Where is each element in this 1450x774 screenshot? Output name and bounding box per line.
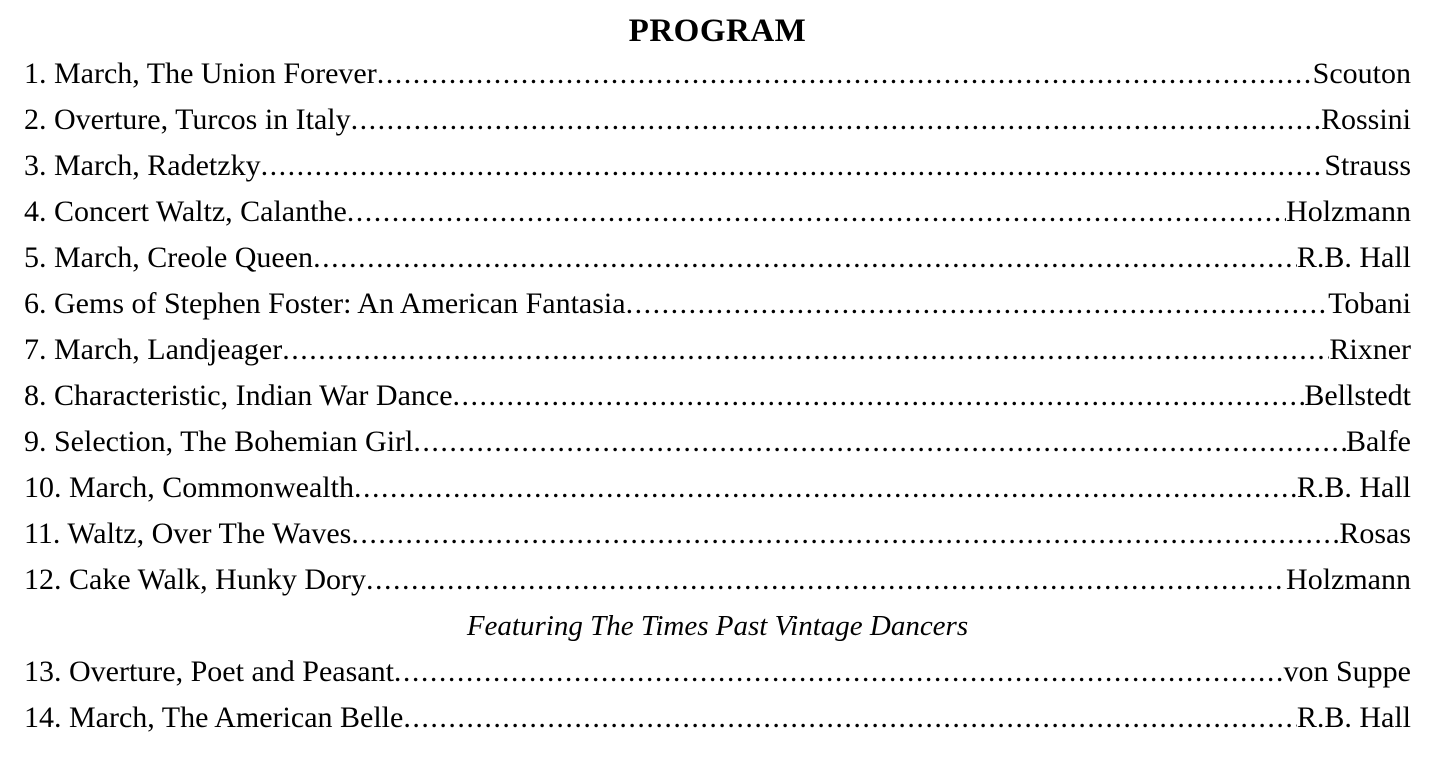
composer-name: Balfe [1346, 425, 1411, 458]
item-number: 4. [24, 195, 47, 228]
piece-title: Concert Waltz, Calanthe [54, 195, 347, 228]
program-piece [24, 649, 394, 695]
piece-title: March, Radetzky [54, 149, 261, 182]
program-item [24, 373, 1411, 419]
program-piece [24, 143, 261, 189]
program-sheet [24, 0, 1411, 741]
item-number: 8. [24, 379, 47, 412]
composer-name: Rixner [1329, 333, 1411, 366]
composer-name: R.B. Hall [1296, 701, 1411, 734]
composer-name: R.B. Hall [1296, 471, 1411, 504]
item-number: 3. [24, 149, 47, 182]
piece-title: Gems of Stephen Foster: An American Fantasia [54, 287, 626, 320]
composer-name: von Suppe [1283, 655, 1411, 688]
piece-title: Cake Walk, Hunky Dory [69, 563, 366, 596]
composer-name: Tobani [1328, 287, 1411, 320]
composer-name: Scouton [1312, 57, 1411, 90]
program-list-part1 [24, 51, 1411, 603]
piece-title: March, Landjeager [54, 333, 283, 366]
item-number: 1. [24, 57, 47, 90]
program-piece [24, 327, 282, 373]
dot-leader [354, 465, 1297, 511]
program-item [24, 97, 1411, 143]
dot-leader [351, 97, 1321, 143]
program-item [24, 51, 1411, 97]
composer-name: Holzmann [1286, 195, 1411, 228]
program-list-part2 [24, 649, 1411, 741]
program-piece [24, 419, 413, 465]
program-item [24, 143, 1411, 189]
item-number: 12. [24, 563, 62, 596]
dot-leader [403, 695, 1297, 741]
program-piece [24, 189, 347, 235]
dot-leader [626, 281, 1329, 327]
item-number: 9. [24, 425, 47, 458]
dot-leader [313, 235, 1297, 281]
program-item [24, 235, 1411, 281]
composer-name: Rossini [1320, 103, 1411, 136]
program-piece [24, 97, 351, 143]
program-item [24, 465, 1411, 511]
program-item [24, 557, 1411, 603]
program-piece [24, 235, 313, 281]
dot-leader [261, 143, 1325, 189]
composer-name: Strauss [1324, 149, 1411, 182]
item-number: 7. [24, 333, 47, 366]
composer-name: Holzmann [1286, 563, 1411, 596]
program-item [24, 327, 1411, 373]
item-number: 11. [24, 517, 61, 550]
item-number: 2. [24, 103, 47, 136]
piece-title: March, Commonwealth [69, 471, 354, 504]
feature-note: Featuring The Times Past Vintage Dancers [466, 610, 969, 642]
item-number: 13. [24, 655, 62, 688]
program-piece [24, 695, 403, 741]
piece-title: March, The American Belle [69, 701, 404, 734]
dot-leader [282, 327, 1329, 373]
dot-leader [377, 51, 1313, 97]
item-number: 10. [24, 471, 62, 504]
piece-title: March, The Union Forever [54, 57, 377, 90]
composer-name: Bellstedt [1304, 379, 1411, 412]
piece-title: Selection, The Bohemian Girl [54, 425, 414, 458]
piece-title: March, Creole Queen [54, 241, 314, 274]
program-piece [24, 511, 351, 557]
dot-leader [366, 557, 1286, 603]
composer-name: R.B. Hall [1296, 241, 1411, 274]
dot-leader [347, 189, 1286, 235]
program-item [24, 281, 1411, 327]
program-item [24, 511, 1411, 557]
composer-name: Rosas [1339, 517, 1411, 550]
item-number: 14. [24, 701, 62, 734]
dot-leader [453, 373, 1305, 419]
program-piece [24, 557, 366, 603]
program-piece [24, 465, 354, 511]
program-piece [24, 281, 626, 327]
dot-leader [394, 649, 1284, 695]
program-item [24, 419, 1411, 465]
item-number: 6. [24, 287, 47, 320]
program-item [24, 649, 1411, 695]
program-item [24, 189, 1411, 235]
piece-title: Waltz, Over The Waves [67, 517, 352, 550]
piece-title: Overture, Poet and Peasant [69, 655, 394, 688]
dot-leader [351, 511, 1339, 557]
dot-leader [413, 419, 1346, 465]
piece-title: Overture, Turcos in Italy [54, 103, 351, 136]
program-piece [24, 51, 377, 97]
item-number: 5. [24, 241, 47, 274]
program-heading: PROGRAM [628, 13, 807, 49]
program-item [24, 695, 1411, 741]
program-piece [24, 373, 453, 419]
piece-title: Characteristic, Indian War Dance [54, 379, 453, 412]
